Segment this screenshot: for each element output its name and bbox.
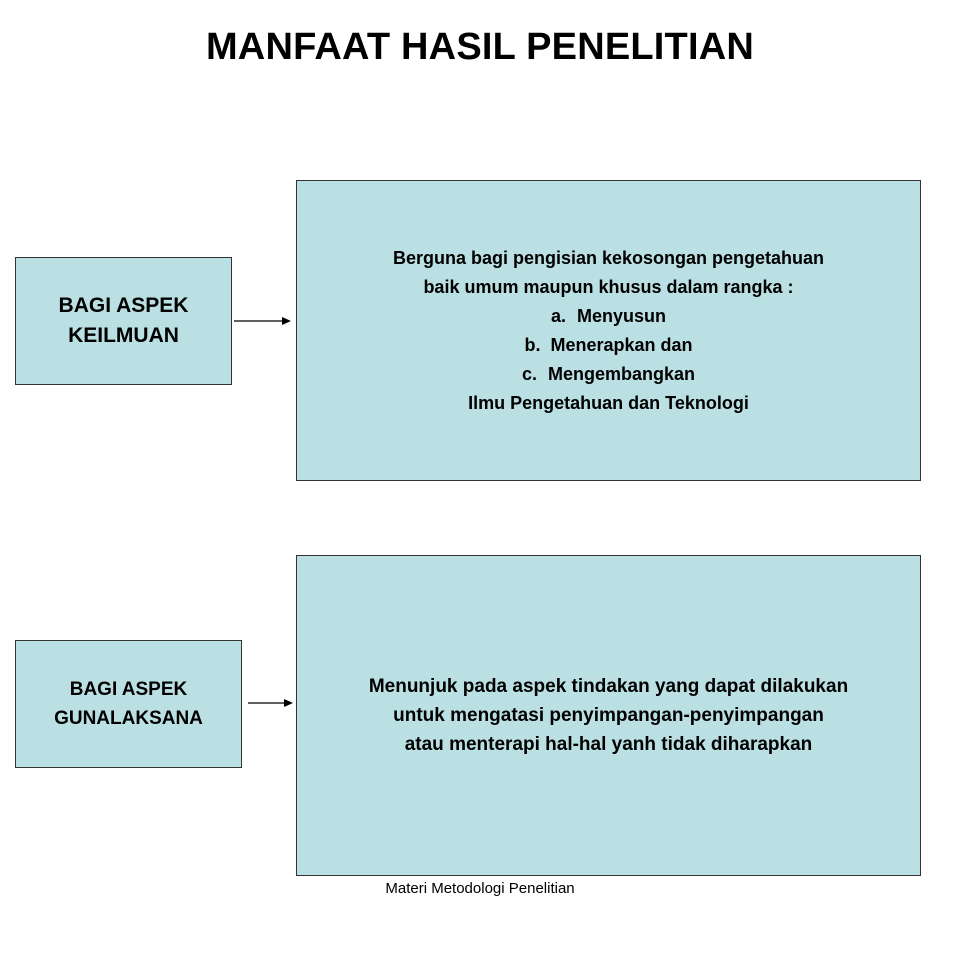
gunalaksana-arrow [246, 696, 296, 710]
keilmuan-label-line: KEILMUAN [68, 324, 179, 347]
keilmuan-intro-line: baik umum maupun khusus dalam rangka : [423, 276, 794, 297]
gunalaksana-label-line: BAGI ASPEK [69, 679, 188, 700]
list-text: Menerapkan dan [550, 334, 693, 355]
gunalaksana-label-line: GUNALAKSANA [54, 708, 203, 729]
list-item [393, 331, 824, 360]
list-marker: a. [550, 305, 566, 326]
list-item [393, 360, 824, 389]
list-item [393, 302, 824, 331]
keilmuan-label-box [15, 257, 232, 385]
footer-text: Materi Metodologi Penelitian [385, 880, 575, 897]
list-text: Mengembangkan [547, 363, 695, 384]
gunalaksana-description-line: Menunjuk pada aspek tindakan yang dapat dilakukan [368, 676, 849, 697]
keilmuan-label-line: BAGI ASPEK [58, 294, 189, 317]
gunalaksana-description-box [296, 555, 921, 876]
keilmuan-outro-line: Ilmu Pengetahuan dan Teknologi [468, 392, 749, 413]
gunalaksana-label-box [15, 640, 242, 768]
list-marker: b. [524, 334, 541, 355]
list-marker: c. [521, 363, 537, 384]
keilmuan-arrow [232, 314, 294, 328]
keilmuan-description-box [296, 180, 921, 481]
slide-title: MANFAAT HASIL PENELITIAN [205, 26, 755, 68]
gunalaksana-description-line: atau menterapi hal-hal yanh tidak diharapkan [404, 734, 813, 755]
list-text: Menyusun [576, 305, 666, 326]
gunalaksana-description-line: untuk mengatasi penyimpangan-penyimpangan [393, 705, 824, 726]
keilmuan-intro-line: Berguna bagi pengisian kekosongan pengetahuan [392, 247, 825, 268]
